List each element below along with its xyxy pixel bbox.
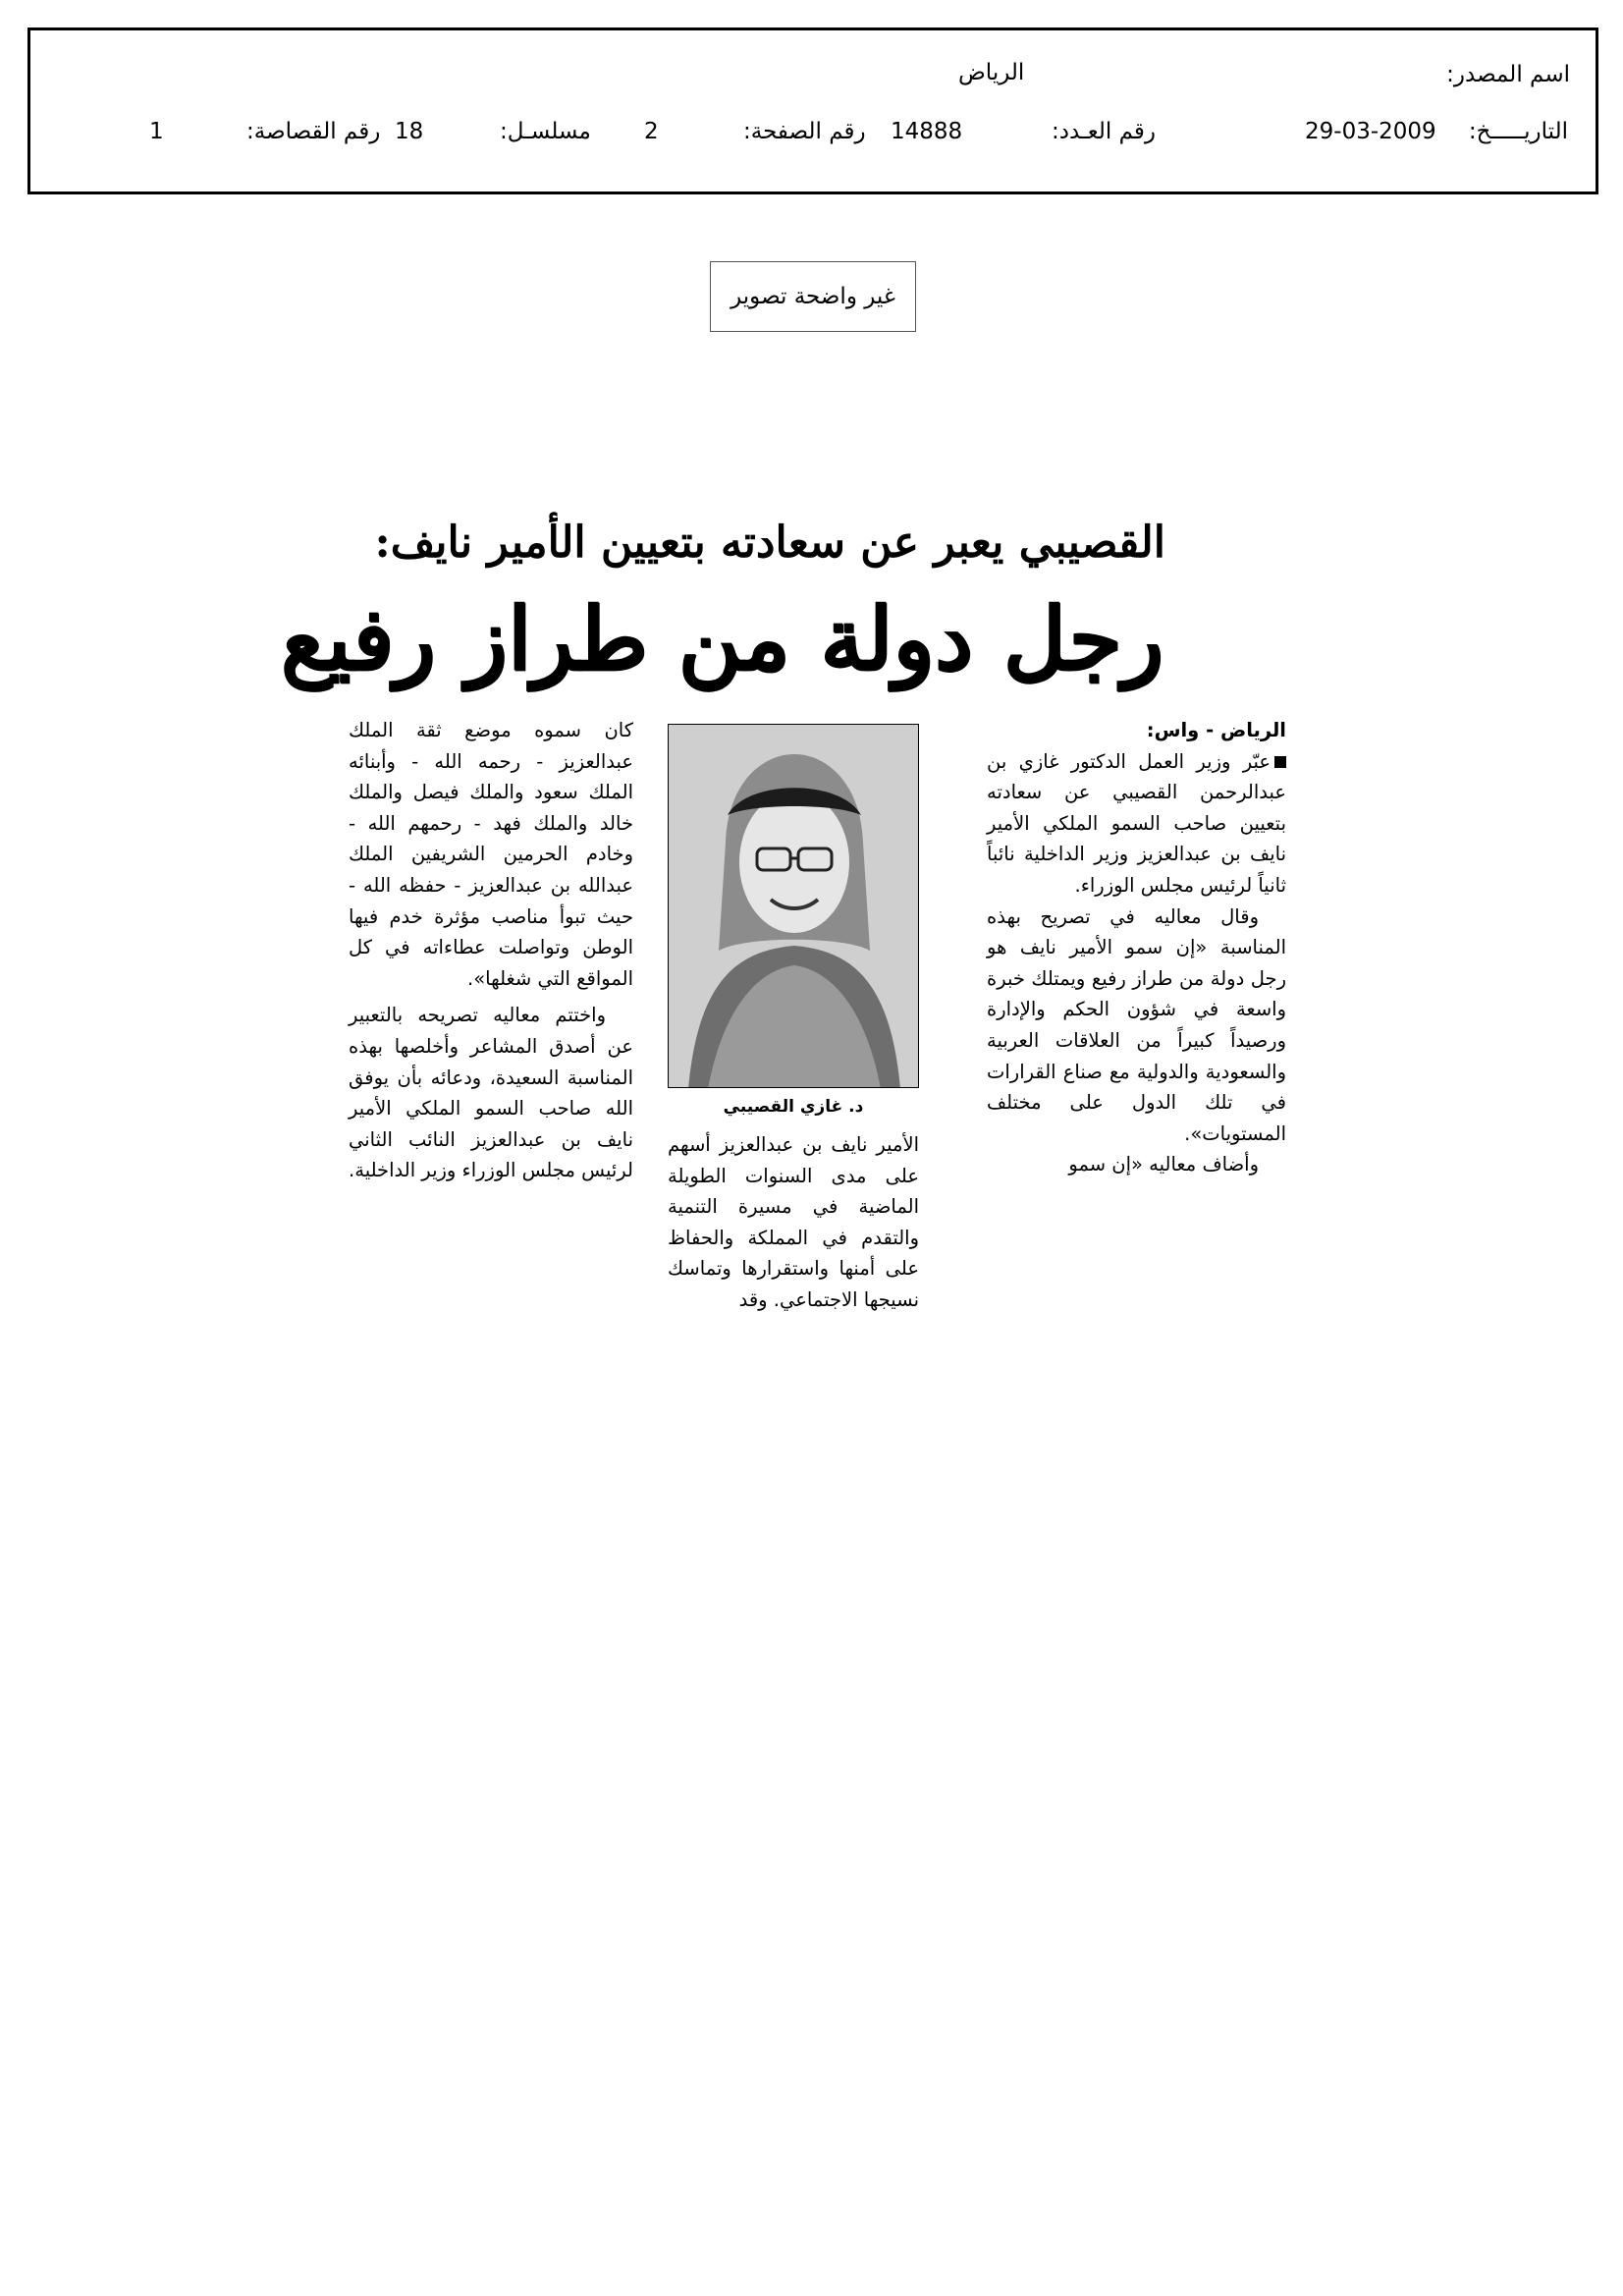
clip-value: 1 bbox=[149, 119, 164, 144]
paragraph bbox=[987, 746, 1286, 902]
paragraph: وأضاف معاليه «إن سمو bbox=[1068, 1153, 1259, 1176]
article-column-3 bbox=[349, 715, 633, 1186]
photo-caption: د. غازي القصيبي bbox=[723, 1097, 864, 1117]
article-column-2 bbox=[668, 1129, 919, 1316]
source-label: اسم المصدر: bbox=[1446, 62, 1570, 87]
portrait-photo bbox=[668, 724, 919, 1088]
newspaper-clipping bbox=[280, 511, 1291, 1336]
paragraph: واختتم معاليه تصريحه بالتعبير عن أصدق المشاعر وأخلصها بهذه المناسبة السعيدة، ودعائه بأن يوفق الله صاحب السمو الملكي الأمير نايف بن عبدالعزيز النائب الثاني لرئيس مجلس الوزراء وزير الداخلية. bbox=[349, 1004, 633, 1182]
article-dateline: الرياض - واس: bbox=[1146, 719, 1286, 741]
unclear-image-note: غير واضحة تصوير bbox=[710, 261, 916, 332]
paragraph: الأمير نايف بن عبدالعزيز أسهم على مدى السنوات الطويلة الماضية في مسيرة التنمية والتقدم في المملكة والحفاظ على أمنها واستقرارها وتماسك نسيجها الاجتماعي. وقد bbox=[668, 1133, 919, 1311]
paragraph-text: عبّر وزير العمل الدكتور غازي بن عبدالرحمن القصيبي عن سعادته بتعيين صاحب السمو الملكي الأمير نايف بن عبدالعزيز وزير الداخلية نائباً ثانياً لرئيس مجلس الوزراء. bbox=[987, 749, 1286, 897]
serial-value: 18 bbox=[395, 119, 424, 144]
source-value: الرياض bbox=[958, 60, 1025, 85]
article-column-1 bbox=[987, 715, 1286, 1180]
serial-label: مسلسـل: bbox=[500, 119, 591, 144]
page-label: رقم الصفحة: bbox=[743, 119, 866, 144]
bullet-square-icon bbox=[1274, 756, 1286, 768]
article-title: رجل دولة من طراز رفيع bbox=[280, 587, 1163, 689]
metadata-header bbox=[27, 27, 1598, 194]
article-subtitle: القصيبي يعبر عن سعادته بتعيين الأمير نايف: bbox=[374, 518, 1165, 568]
date-label: التاريـــــخ: bbox=[1468, 119, 1568, 144]
paragraph: وقال معاليه في تصريح بهذه المناسبة «إن سمو الأمير نايف هو رجل دولة من طراز رفيع ويمتلك خبرة واسعة في شؤون الحكم والإدارة ورصيداً كبيراً من العلاقات العربية والسعودية والدولية مع صناع القرارات في تلك الدول على مختلف المستويات». bbox=[987, 904, 1286, 1145]
clip-label: رقم القصاصة: bbox=[246, 119, 381, 144]
paragraph: كان سموه موضع ثقة الملك عبدالعزيز - رحمه الله - وأبنائه الملك سعود والملك فيصل والملك خالد والملك فهد - رحمهم الله - وخادم الحرمين الشريفين الملك عبدالله بن عبدالعزيز - حفظه الله - حيث تبوأ مناصب مؤثرة خدم فيها الوطن وتواصلت عطاءاته في كل المواقع التي شغلها». bbox=[349, 719, 633, 990]
portrait-illustration bbox=[669, 725, 919, 1088]
page-value: 2 bbox=[644, 119, 659, 144]
date-value: 29-03-2009 bbox=[1305, 119, 1436, 144]
issue-label: رقم العـدد: bbox=[1052, 119, 1157, 144]
issue-value: 14888 bbox=[891, 119, 963, 144]
